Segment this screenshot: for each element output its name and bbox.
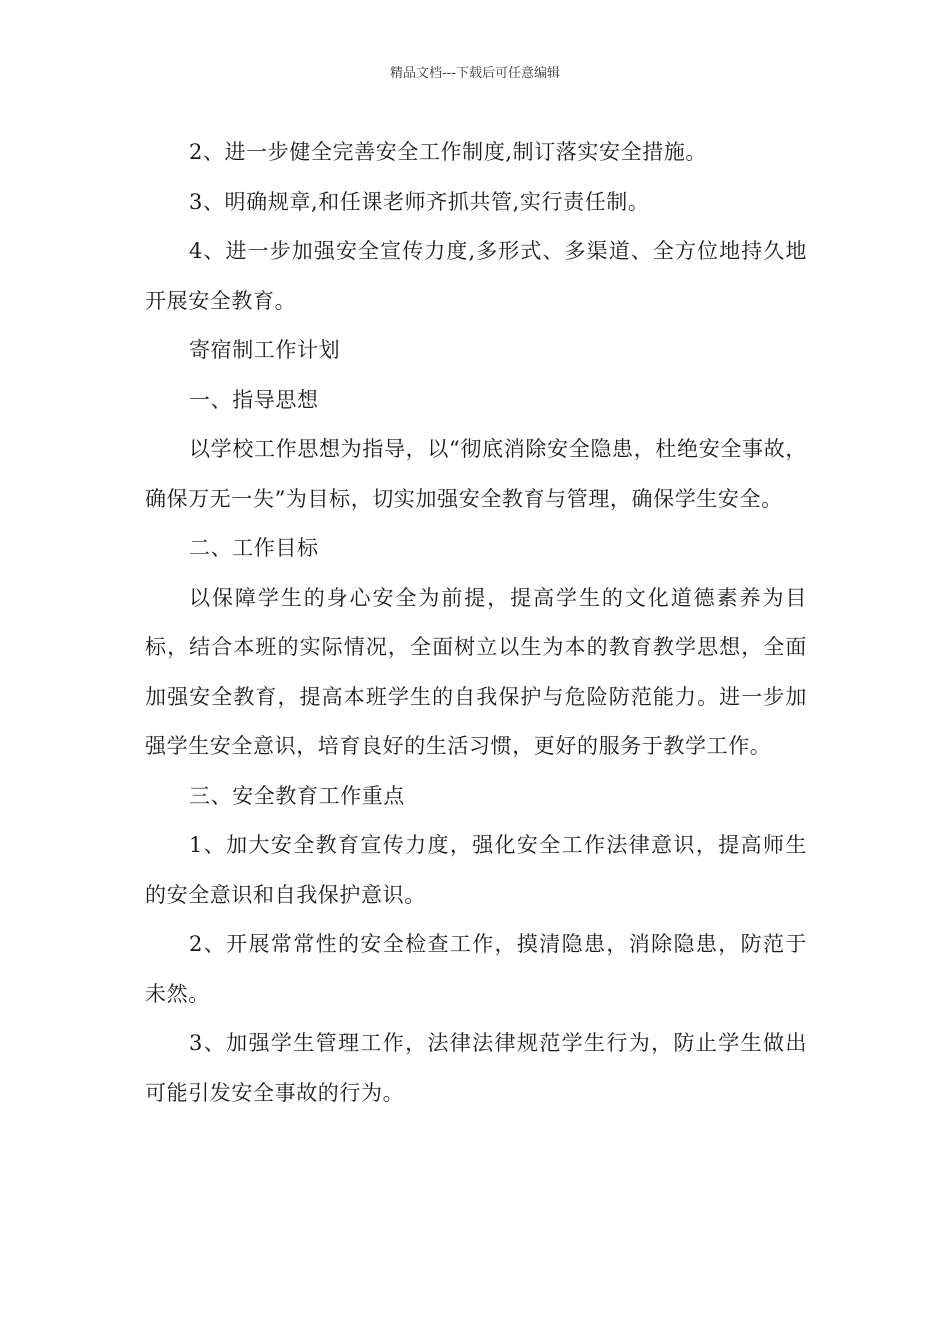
page-header: 精品文档---下载后可任意编辑: [389, 66, 561, 81]
document-body: [145, 128, 807, 1118]
paragraph-focus-1: 1、加大安全教育宣传力度，强化安全工作法律意识，提高师生的安全意识和自我保护意识。: [145, 833, 807, 907]
paragraph-item-4: 4、进一步加强安全宣传力度,多形式、多渠道、全方位地持久地开展安全教育。: [145, 239, 807, 313]
heading-work-goals: 二、工作目标: [189, 536, 319, 560]
paragraph-item-3: 3、明确规章,和任课老师齐抓共管,实行责任制。: [189, 189, 650, 214]
paragraph-item-2: 2、进一步健全完善安全工作制度,制订落实安全措施。: [189, 140, 708, 164]
paragraph-work-goals: 以保障学生的身心安全为前提，提高学生的文化道德素养为目标，结合本班的实际情况，全面树立以生为本的教育教学思想，全面加强安全教育，提高本班学生的自我保护与危险防范能力。进一步加强学生安全意识，培育良好的生活习惯，更好的服务于教学工作。: [145, 585, 807, 758]
section-title: 寄宿制工作计划: [189, 338, 341, 362]
heading-safety-focus: 三、安全教育工作重点: [189, 783, 405, 808]
paragraph-guiding-thought: 以学校工作思想为指导，以“彻底消除安全隐患，杜绝安全事故，确保万无一失”为目标，切实加强安全教育与管理，确保学生安全。: [145, 437, 807, 511]
heading-guiding-thought: 一、指导思想: [189, 387, 319, 412]
paragraph-focus-2: 2、开展常常性的安全检查工作，摸清隐患，消除隐患，防范于未然。: [145, 932, 807, 1006]
paragraph-focus-3: 3、加强学生管理工作，法律法律规范学生行为，防止学生做出可能引发安全事故的行为。: [145, 1031, 807, 1105]
